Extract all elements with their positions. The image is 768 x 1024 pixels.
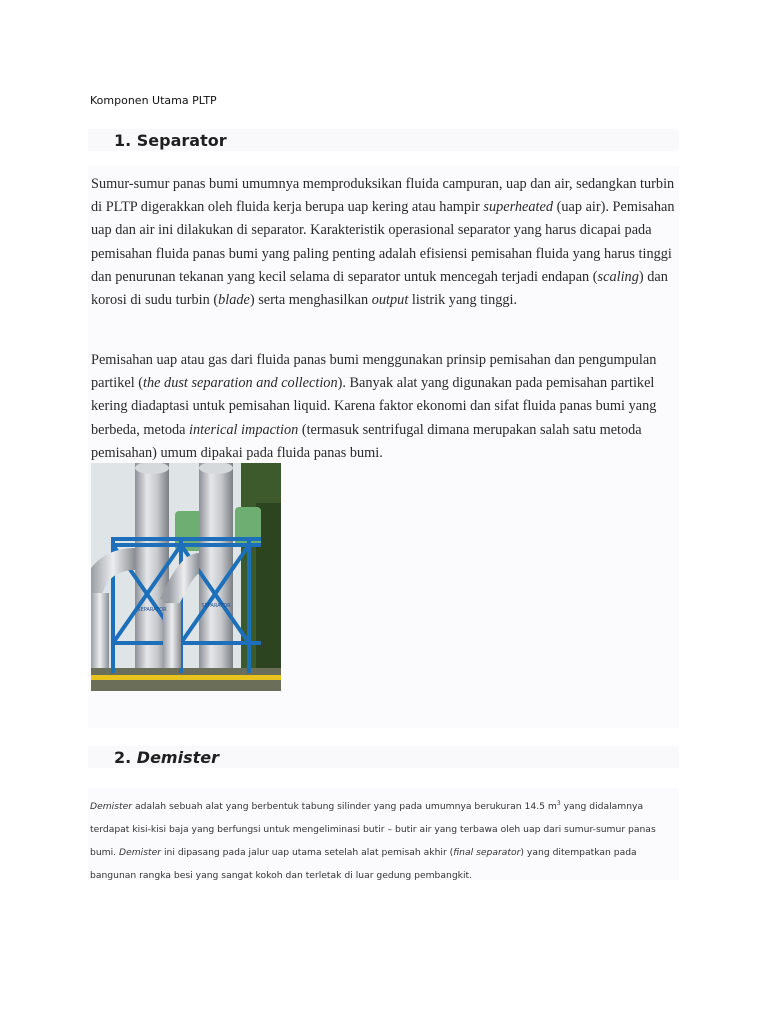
text-run: (uap air). Pemisahan uap dan air ini dilakukan di separator. Karakteristik operasional separator yang harus dicapai pada pemisahan fluida panas bumi yang paling penting adalah efisiensi pemisahan fluida yang harus tinggi dan penurunan tekanan yang kecil selama di separator untuk mencegah terjadi endapan ( (91, 199, 675, 285)
section2-heading (114, 748, 219, 767)
italic-term: interical impaction (189, 421, 299, 438)
separator-photo (91, 463, 281, 691)
section1-heading: 1. Separator (114, 131, 227, 150)
superscript: 3 (556, 800, 561, 807)
italic-term: blade (218, 292, 250, 309)
text-run: Pemisahan uap atau gas dari fluida panas bumi menggunakan prinsip pemisahan dan pengumpulan partikel ( (91, 352, 657, 392)
text-run: ) yang ditempatkan pada bangunan rangka besi yang sangat kokoh dan terletak di luar gedung pembangkit. (90, 847, 637, 882)
italic-term: the dust separation and collection (143, 375, 338, 392)
section2-heading-number: 2. (114, 748, 137, 767)
italic-term: scaling (597, 268, 639, 285)
text-run: Sumur-sumur panas bumi umumnya memproduksikan fluida campuran, uap dan air, sedangkan turbin di PLTP digerakkan oleh fluida kerja berupa uap kering atau hampir (91, 176, 675, 216)
text-run: ). Banyak alat yang digunakan pada pemisahan partikel kering diadaptasi untuk pemisahan liquid. Karena faktor ekonomi dan sifat fluida panas bumi yang berbeda, metoda (91, 375, 657, 438)
text-run: yang didalamnya terdapat kisi-kisi baja yang berfungsi untuk mengeliminasi butir – butir air yang terbawa oleh uap dari sumur-sumur panas bumi. (90, 801, 656, 859)
text-run: listrik yang tinggi. (408, 292, 518, 309)
italic-term: Demister (90, 801, 133, 813)
text-run: ) dan korosi di sudu turbin ( (91, 268, 668, 309)
text-run: ini dipasang pada jalur uap utama setelah alat pemisah akhir ( (161, 847, 454, 859)
italic-term: output (371, 292, 409, 309)
italic-term: final separator (453, 847, 521, 859)
separator-paragraph-2 (91, 349, 677, 465)
italic-term: Demister (119, 847, 162, 859)
svg-text:SEPARATOR: SEPARATOR (201, 603, 231, 609)
demister-paragraph (90, 792, 680, 887)
italic-term: superheated (483, 199, 554, 216)
document-title: Komponen Utama PLTP (90, 94, 217, 107)
text-run: (termasuk sentrifugal dimana merupakan salah satu metoda pemisahan) umum dipakai pada fluida panas bumi. (91, 421, 642, 461)
text-run: adalah sebuah alat yang berbentuk tabung silinder yang pada umumnya berukuran 14.5 m (132, 801, 557, 813)
text-run: ) serta menghasilkan (249, 292, 372, 309)
svg-text:SEPARATOR: SEPARATOR (137, 607, 167, 613)
separator-paragraph-1 (91, 173, 677, 312)
section2-heading-term: Demister (136, 748, 219, 767)
